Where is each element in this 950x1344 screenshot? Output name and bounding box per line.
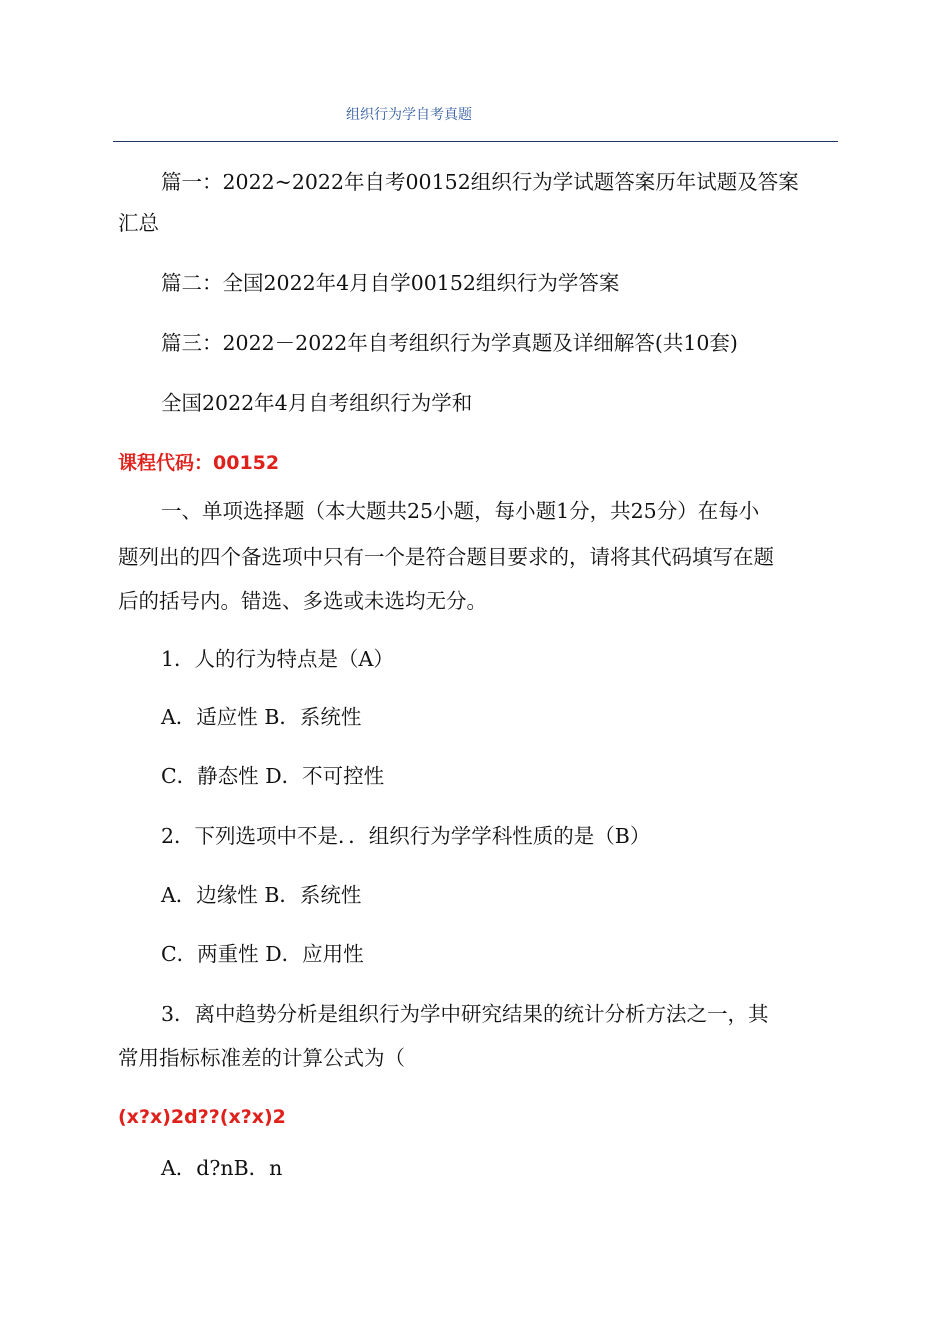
question-3-options-ab: A．d?nB．n — [161, 1156, 283, 1180]
question-3-line-1: 3．离中趋势分析是组织行为学中研究结果的统计分析方法之一，其 — [161, 1002, 769, 1026]
section-instructions-line-3: 后的括号内。错选、多选或未选均无分。 — [118, 589, 487, 613]
question-1: 1．人的行为特点是（A） — [161, 647, 394, 671]
question-3-line-2: 常用指标标准差的计算公式为（ — [118, 1046, 405, 1070]
formula-text: (x?x)2d??(x?x)2 — [118, 1106, 286, 1128]
section-instructions-line-2: 题列出的四个备选项中只有一个是符合题目要求的，请将其代码填写在题 — [118, 545, 774, 569]
question-1-options-cd: C．静态性 D．不可控性 — [161, 764, 385, 788]
contents-item-1-continued: 汇总 — [118, 211, 159, 235]
question-2-options-cd: C．两重性 D．应用性 — [161, 942, 364, 966]
question-2-options-ab: A．边缘性 B．系统性 — [161, 883, 362, 907]
page-header-title: 组织行为学自考真题 — [346, 107, 472, 123]
question-2: 2．下列选项中不是．．组织行为学学科性质的是（B） — [161, 824, 651, 848]
contents-item-3: 篇三：2022－2022年自考组织行为学真题及详细解答(共10套) — [161, 331, 738, 355]
contents-item-1: 篇一：2022~2022年自考00152组织行为学试题答案历年试题及答案 — [161, 170, 799, 194]
exam-title: 全国2022年4月自考组织行为学和 — [161, 391, 473, 415]
header-divider — [113, 141, 838, 142]
contents-item-2: 篇二：全国2022年4月自学00152组织行为学答案 — [161, 271, 620, 295]
question-1-options-ab: A．适应性 B．系统性 — [161, 705, 362, 729]
section-instructions-line-1: 一、单项选择题（本大题共25小题，每小题1分，共25分）在每小 — [161, 499, 760, 523]
course-code: 课程代码：00152 — [118, 452, 280, 474]
